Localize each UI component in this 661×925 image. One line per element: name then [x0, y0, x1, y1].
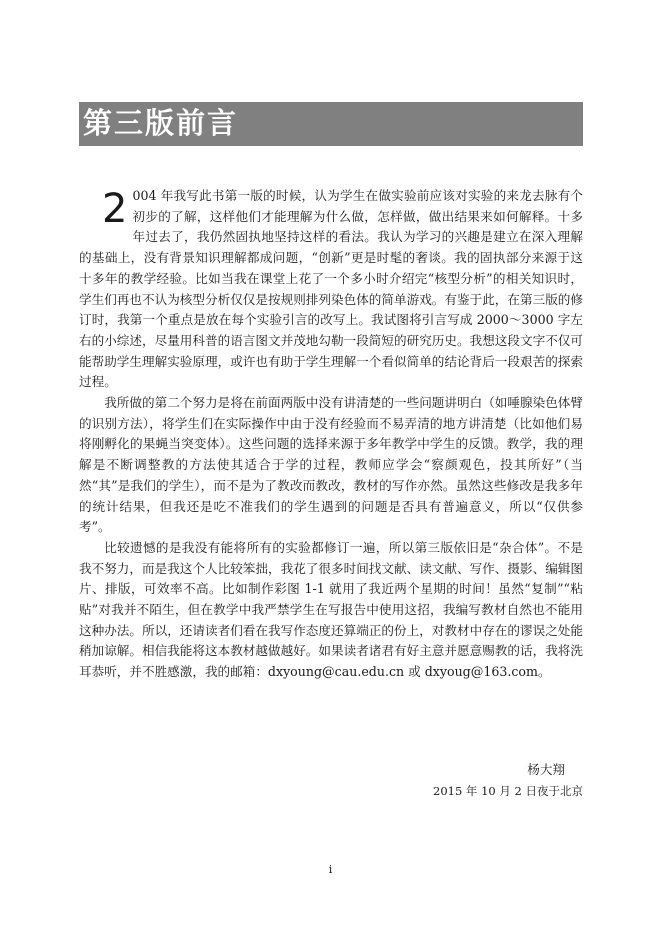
paragraph-1 — [79, 186, 583, 393]
page-number: i — [328, 863, 333, 876]
date-place: 2015 年 10 月 2 日夜于北京 — [433, 784, 583, 798]
author-signature: 杨大翔 — [527, 762, 565, 777]
paragraph-3: 比较遗憾的是我没有能将所有的实验都修订一遍，所以第三版依旧是“杂合体”。不是我不努力，而是我这个人比较笨拙，我花了很多时间找文献、读文献、写作、摄影、编辑图片、排版，可效率不高。比如制作彩图 1-1 就用了我近两个星期的时间！虽然“复制”“粘贴”对我并不陌生，但在教学中我严禁学生在写报告中使用这招，我编写教材自然也不能用这种办法。所以，还请读者们看在我写作态度还算端正的份上，对教材中存在的谬误之处能稍加谅解。相信我能将这本教材越做越好。如果读者诸君有好主意并愿意赐教的话，我将洗耳恭听，并不胜感激，我的邮箱：dxyoung@cau.edu.cn 或 dxyoug@163.com。 — [79, 539, 583, 680]
preface-body — [79, 186, 583, 683]
paragraph-2: 我所做的第二个努力是将在前面两版中没有讲清楚的一些问题讲明白（如唾腺染色体臂的识别方法），将学生们在实际操作中由于没有经验而不易弄清的地方讲清楚（比如他们易将刚孵化的果蝇当突变体）。这些问题的选择来源于多年教学中学生的反馈。教学，我的理解是不断调整教的方法使其适合于学的过程，教师应学会“察颜观色，投其所好”（当然“其”是我们的学生），而不是为了教改而教改，教材的写作亦然。虽然这些修改是我多年的统计结果，但我还是吃不准我们的学生遇到的问题是否具有普遍意义，所以“仅供参考”。 — [79, 395, 583, 535]
chapter-title-bar — [79, 102, 583, 146]
paragraph-1-text: 004 年我写此书第一版的时候，认为学生在做实验前应该对实验的来龙去脉有个初步的了解，这样他们才能理解为什么做，怎样做，做出结果来如何解释。十多年过去了，我仍然固执地坚持这样的看法。我认为学习的兴趣是建立在深入理解的基础上，没有背景知识理解都成问题，“创新”更是时髦的奢谈。我的固执部分来源于这十多年的教学经验。比如当我在课堂上花了一个多小时介绍完“核型分析”的相关知识时，学生们再也不认为核型分析仅仅是按规则排列染色体的简单游戏。有鉴于此，在第三版的修订时，我第一个重点是放在每个实验引言的改写上。我试图将引言写成 2000～3000 字左右的小综述，尽量用科普的语言图文并茂地勾勒一段简短的研究历史。我想这段文字不仅可能帮助学生理解实验原理，或许也有助于学生理解一个看似简单的结论背后一段艰苦的探索过程。 — [79, 188, 583, 390]
drop-cap: 2 — [102, 186, 128, 232]
chapter-title: 第三版前言 — [83, 106, 239, 140]
